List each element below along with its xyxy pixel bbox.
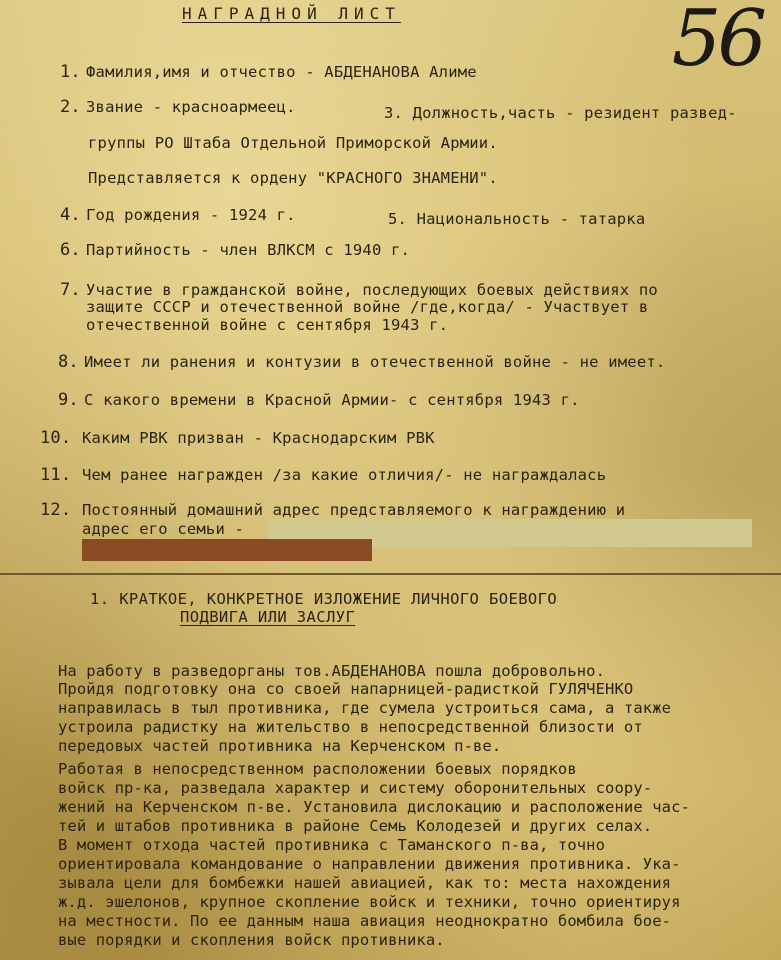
body-line: жений на Керченском п-ве. Установила дислокацию и расположение час- [58, 798, 690, 816]
document-title: НАГРАДНОЙ ЛИСТ [182, 4, 401, 23]
body-line: войск пр-ка, разведала характер и систему оборонительных соору- [58, 779, 653, 797]
field-2: 2. Звание - красноармеец. [60, 97, 296, 117]
body-line: ж.д. эшелонов, крупное скопление войск и техники, точно ориентируя [58, 893, 681, 911]
field-6: 6. Партийность - член ВЛКСМ с 1940 г. [60, 240, 411, 260]
body-line: На работу в разведорганы тов.АБДЕНАНОВА пошла добровольно. [58, 662, 606, 680]
body-line: устроила радистку на жительство в непосредственной близости от [58, 718, 643, 736]
field-3-continued: группы РО Штаба Отдельной Приморской Армии. [88, 134, 498, 152]
body-line: вые порядки и скопления войск противника. [58, 931, 445, 949]
body-line: передовых частей противника на Керченском п-ве. [58, 737, 502, 755]
body-line: В момент отхода частей противника с Таманского п-ва, точно [58, 836, 606, 854]
field-7-line-2: защите СССР и отечественной войне /где,когда/ - Участвует в [86, 298, 649, 316]
handwritten-page-number: 56 [671, 0, 763, 84]
field-12-line-2: адрес его семьи - [82, 520, 245, 538]
field-11: 11. Чем ранее награжден /за какие отличия/- не награждалась [40, 465, 607, 485]
field-1: 1. Фамилия,имя и отчество - АБДЕНАНОВА Алиме [60, 62, 477, 82]
field-5: 5. Национальность - татарка [388, 210, 646, 228]
redaction-bar [82, 539, 372, 561]
field-4: 4. Год рождения - 1924 г. [60, 205, 296, 225]
body-line: ориентировала командование о направлении движения противника. Ука- [58, 855, 681, 873]
body-line: Работая в непосредственном расположении боевых порядков [58, 760, 577, 778]
field-7-line-3: отечественной войне с сентября 1943 г. [86, 316, 449, 334]
body-line: зывала цели для бомбежки нашей авиацией, как то: места нахождения [58, 874, 672, 892]
body-line: тей и штабов противника в районе Семь Колодезей и других селах. [58, 817, 653, 835]
nomination-line: Представляется к ордену "КРАСНОГО ЗНАМЕНИ". [88, 169, 498, 187]
body-line: направилась в тыл противника, где сумела устроиться сама, а также [58, 699, 672, 717]
field-7: 7. Участие в гражданской войне, последующих боевых действиях по [60, 280, 658, 300]
field-9: 9. С какого времени в Красной Армии- с сентября 1943 г. [58, 390, 580, 410]
field-12: 12. Постоянный домашний адрес представляемого к награждению и [40, 500, 626, 520]
section-divider [0, 573, 781, 575]
field-10: 10. Каким РВК призван - Краснодарским РВК [40, 428, 435, 448]
body-line: на местности. По ее данным наша авиация неоднократно бомбила бое- [58, 912, 672, 930]
body-line: Пройдя подготовку она со своей напарницей-радисткой ГУЛЯЧЕНКО [58, 680, 634, 698]
field-3: 3. Должность,часть - резидент развед- [384, 104, 737, 122]
section-title: 1. КРАТКОЕ, КОНКРЕТНОЕ ИЗЛОЖЕНИЕ ЛИЧНОГО БОЕВОГО [90, 590, 558, 608]
section-subtitle: ПОДВИГА ИЛИ ЗАСЛУГ [180, 608, 356, 626]
field-8: 8. Имеет ли ранения и контузии в отечественной войне - не имеет. [58, 352, 666, 372]
